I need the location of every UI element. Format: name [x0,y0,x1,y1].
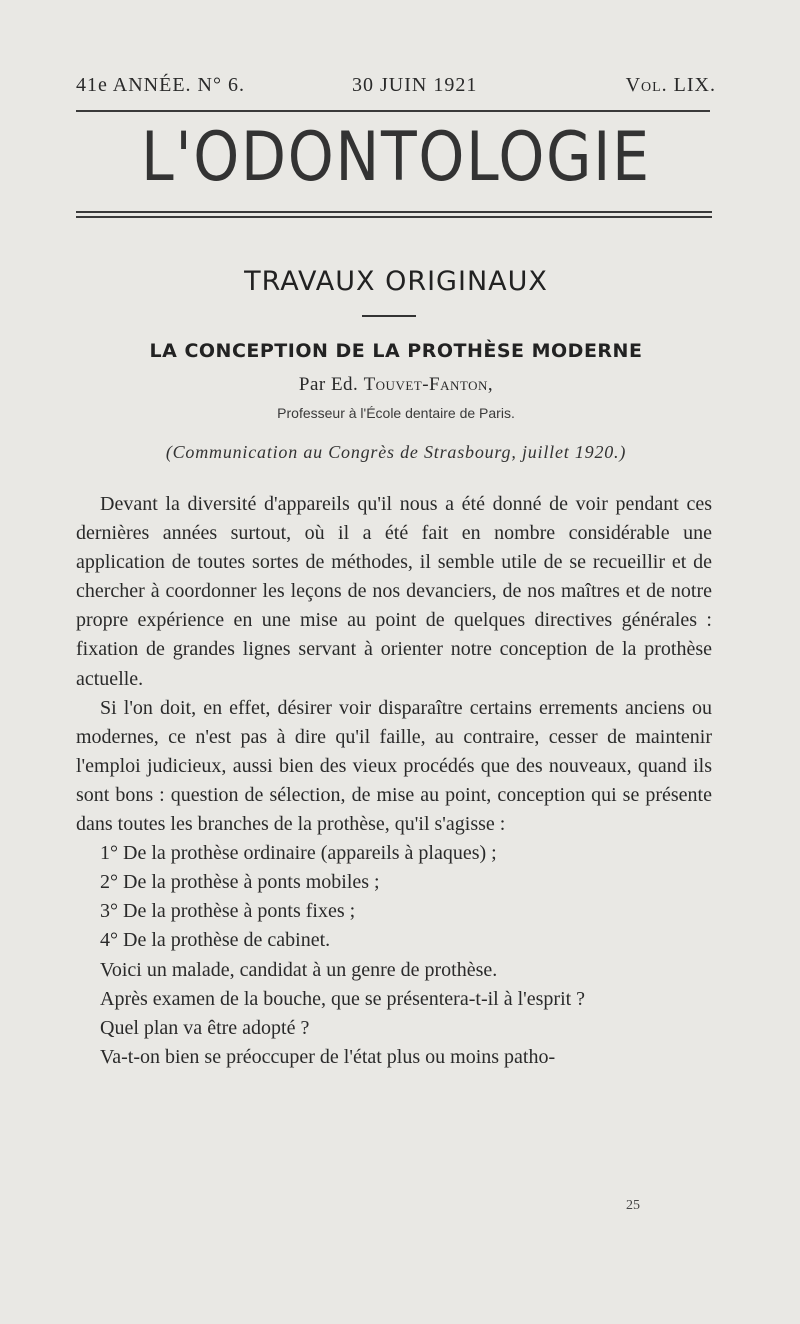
article-byline [76,374,716,396]
section-divider [362,315,416,317]
header-rule [76,110,710,112]
issue-number: 41e ANNÉE. N° 6. [76,74,245,96]
journal-masthead: L'ODONTOLOGIE [141,118,651,197]
paragraph: Voici un malade, candidat à un genre de prothèse. [100,958,498,981]
paragraph: Après examen de la bouche, que se présentera-t-il à l'esprit ? [100,987,586,1010]
list-item: 1° De la prothèse ordinaire (appareils à plaques) ; [100,842,497,865]
author-affiliation: Professeur à l'École dentaire de Paris. [277,405,515,421]
paragraph: Quel plan va être adopté ? [100,1016,310,1039]
list-item: 2° De la prothèse à ponts mobiles ; [100,871,380,894]
list-item: 4° De la prothèse de cabinet. [100,929,331,952]
masthead-rule-lower [76,216,712,218]
article-body [76,490,712,1072]
masthead-rule-upper [76,211,712,213]
byline-prefix: Par Ed. [298,374,359,395]
section-title: TRAVAUX ORIGINAUX [244,266,548,297]
author-name: Touvet-Fanton, [363,374,494,395]
communication-note: (Communication au Congrès de Strasbourg, juillet 1920.) [165,442,627,462]
paragraph: Va-t-on bien se préoccuper de l'état plus ou moins patho- [100,1045,556,1068]
list-item: 3° De la prothèse à ponts fixes ; [100,900,356,923]
page-number: 25 [626,1198,640,1213]
volume-number: Vol. LIX. [625,74,716,96]
issue-date: 30 JUIN 1921 [352,74,478,96]
paragraph: Devant la diversité d'appareils qu'il nous a été donné de voir pendant ces dernières années surtout, où il a été fait en nombre considérable une application de toutes sortes de méthodes, il semble utile de se recueillir et de chercher à coordonner les leçons de nos devanciers, de nos maîtres et de notre propre expérience en une mise au point de quelques directives générales : fixation de grandes lignes servant à orienter notre conception de la prothèse actuelle. [76,493,712,690]
running-head [76,74,716,104]
paragraph: Si l'on doit, en effet, désirer voir disparaître certains errements anciens ou modernes, ce n'est pas à dire qu'il faille, au contraire, cesser de maintenir l'emploi judicieux, aussi bien des vieux procédés que des nouveaux, quand ils sont bons : question de sélection, de mise au point, conception qui se présente dans toutes les branches de la prothèse, qu'il s'agisse : [76,696,712,836]
article-title: LA CONCEPTION DE LA PROTHÈSE MODERNE [149,340,643,362]
